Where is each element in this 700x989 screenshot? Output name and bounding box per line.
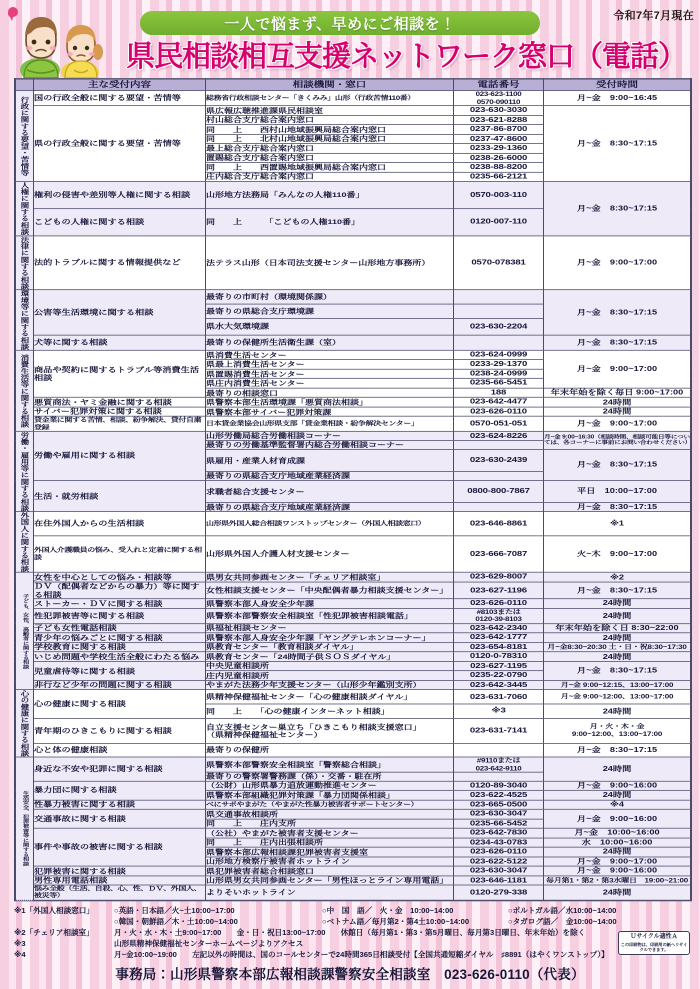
- phone-number-cell[interactable]: 0120-89-3040: [454, 781, 544, 790]
- phone-number-cell[interactable]: 0235-66-5452: [454, 819, 544, 828]
- table-head: [16, 79, 691, 90]
- footnote-row: [14, 905, 692, 927]
- organization-cell: 県警察本部人身安全少年課: [206, 599, 454, 608]
- table-row: [16, 290, 691, 305]
- subject-cell: 労働や雇用に関する相談: [34, 431, 206, 480]
- subject-cell: 女性を中心としての悩み・相談等: [34, 573, 206, 582]
- phone-number-cell[interactable]: 0238-24-0999: [454, 369, 544, 378]
- phone-number-cell[interactable]: 023-630-3047: [454, 809, 544, 818]
- page-header: [0, 0, 700, 78]
- organization-cell: 県最上消費生活センター: [206, 360, 454, 369]
- reception-time-cell: ※1: [544, 512, 691, 536]
- organization-cell: 最寄りの県総合支庁地域産業経済課: [206, 472, 454, 481]
- table-row: [16, 480, 691, 502]
- subject-cell: 法的トラブルに関する情報提供など: [34, 236, 206, 290]
- organization-cell: 県精神保健福祉センター「心の健康相談ダイヤル」: [206, 690, 454, 704]
- category-label-text: 子ども、女性、高齢者に関する相談: [21, 593, 29, 669]
- organization-cell: 県福祉相談センター: [206, 624, 454, 633]
- table-row: [16, 236, 691, 290]
- reception-time-cell: 24時間: [544, 652, 691, 661]
- subject-cell: 心と体の健康相談: [34, 743, 206, 757]
- phone-number-cell[interactable]: 023-642-2340: [454, 624, 544, 633]
- organization-cell: 同 上 庄内出張相談所: [206, 838, 454, 847]
- subject-cell: サイバー犯罪対策に関する相談: [34, 407, 206, 416]
- phone-number-cell[interactable]: 0233-29-1370: [454, 360, 544, 369]
- organization-cell: 山形県外国人総合相談ワンストップセンター（外国人相談窓口）: [206, 512, 454, 536]
- organization-cell: 県警察本部サイバー犯罪対策課: [206, 407, 454, 416]
- organization-cell: 最寄りの県総合支庁環境課: [206, 304, 454, 319]
- reception-time-cell: 年末年始を除く日 8:30~22:00: [544, 624, 691, 633]
- subject-cell: 貸金業に関する苦情、相談、紛争解決、貸付自粛登録: [34, 417, 206, 432]
- subject-cell: 商品や契約に関するトラブル等消費生活相談: [34, 350, 206, 397]
- recycle-mark: [618, 931, 690, 955]
- footnotes: [14, 905, 692, 960]
- footnote-body: [114, 905, 692, 927]
- organization-cell: 県広報広聴推進課県民相談室: [206, 106, 454, 115]
- col-header-time: 受付時間: [544, 79, 691, 90]
- category-label-text: 人権に関する相談: [19, 181, 30, 236]
- organization-cell: 村山総合支庁総合案内窓口: [206, 115, 454, 124]
- tagline-banner: [140, 11, 540, 35]
- reception-time-cell: 月~金 9:00~12:15、13:00~17:00: [544, 680, 691, 689]
- table-body: [16, 90, 691, 899]
- category-label: [16, 90, 34, 181]
- subject-cell: 在住外国人からの生活相談: [34, 512, 206, 536]
- footnote-key: ※4: [14, 950, 26, 959]
- category-label-text: 行政に関する要望・苦情等: [19, 96, 30, 176]
- subject-cell: 性暴力被害に関する相談: [34, 800, 206, 809]
- col-header-spacer: [16, 79, 34, 90]
- reception-time-cell: 年末年始を除く毎日 9:00~17:00: [544, 388, 691, 397]
- organization-cell: 県犯罪被害者総合相談窓口: [206, 866, 454, 875]
- subject-cell: 児童虐待等に関する相談: [34, 661, 206, 680]
- reception-time-cell: 月~金8:30~20:30 土・日・祝8:30~17:30: [544, 642, 691, 651]
- reception-time-cell: 平日 10:00~17:00: [544, 480, 691, 502]
- table-row: [16, 407, 691, 416]
- table-row: [16, 690, 691, 704]
- footnote-column: ○中 国 語／ 火・金 10:00~14:00 ○ベトナム語／毎月第2・第4土10:00~14:00: [322, 906, 470, 926]
- table-row: [16, 90, 691, 105]
- phone-number-cell[interactable]: 023-626-0110: [454, 407, 544, 416]
- phone-number-cell[interactable]: [454, 441, 544, 450]
- subject-cell: 悩み全般（生活、自殺、心、性、ＤＶ、外国人、被災等）: [34, 885, 206, 900]
- phone-number-cell[interactable]: 023-631-7060: [454, 690, 544, 704]
- organization-cell: 同 上 「こどもの人権110番」: [206, 209, 454, 236]
- category-label-text: 法律に関する相談: [19, 235, 30, 290]
- footnote-body: 月・火・水・木・土9:00~17:00 金・日・祝日13:00~17:00 休館日（毎月第1・第3・第5月曜日、毎月第3日曜日、年末年始）を除く: [114, 928, 586, 937]
- organization-cell: 山形地方法務局「みんなの人権110番」: [206, 182, 454, 209]
- phone-number-cell[interactable]: 023-626-0110: [454, 847, 544, 856]
- organization-cell: 県男女共同参画センター「チェリア相談室」: [206, 573, 454, 582]
- phone-number-cell[interactable]: 023-629-8007: [454, 573, 544, 582]
- subject-cell: 国の行政全般に関する要望・苦情等: [34, 90, 206, 105]
- organization-cell: 日本貸金業協会山形県支部「貸金業相談・紛争解決センター」: [206, 417, 454, 432]
- phone-number-cell[interactable]: 023-646-1181: [454, 876, 544, 885]
- organization-cell: べにサポやまがた（やまがた性暴力被害者サポートセンター）: [206, 800, 454, 809]
- category-label-text: 労働・雇用等に関する相談: [19, 431, 30, 512]
- category-label: [16, 182, 34, 236]
- reception-time-cell: 月~金 9:00~17:00: [544, 350, 691, 388]
- subject-cell: 心の健康に関する相談: [34, 690, 206, 719]
- subject-cell: 悪質商法・ヤミ金融に関する相談: [34, 398, 206, 407]
- organization-cell: 同 上 庄内支所: [206, 819, 454, 828]
- organization-cell: 山形県男女共同参画センター「男性ほっとライン専用電話」: [206, 876, 454, 885]
- phone-number-cell[interactable]: 023-631-7141: [454, 718, 544, 743]
- phone-number-cell[interactable]: 023-630-3047: [454, 866, 544, 875]
- table-row: [16, 398, 691, 407]
- reception-time-cell: 24時間: [544, 847, 691, 856]
- organization-cell: （公財）山形県暴力追放運動推進センター: [206, 781, 454, 790]
- reception-time-cell: 月~金 8:30~17:15: [544, 182, 691, 236]
- organization-cell: 山形地方検察庁被害者ホットライン: [206, 857, 454, 866]
- table-row: [16, 661, 691, 670]
- phone-number-cell[interactable]: 023-624-8226: [454, 431, 544, 440]
- reception-time-cell: 24時間: [544, 407, 691, 416]
- phone-number-cell[interactable]: 0234-43-0783: [454, 838, 544, 847]
- table-row: [16, 866, 691, 875]
- organization-cell: 中央児童相談所: [206, 661, 454, 670]
- footnotes-list: [14, 905, 692, 960]
- phone-number-cell[interactable]: [454, 304, 544, 319]
- organization-cell: 県水大気環境課: [206, 319, 454, 335]
- phone-number-cell[interactable]: 023-623-1100 0570-090110: [454, 90, 544, 105]
- subject-cell: 生活・就労相談: [34, 480, 206, 512]
- reception-time-cell: 月~金 9:00~17:00: [544, 236, 691, 290]
- reception-time-cell: ※4: [544, 800, 691, 809]
- phone-number-cell[interactable]: 023-666-7087: [454, 536, 544, 573]
- footnote-key: ※3: [14, 939, 26, 948]
- phone-number-cell[interactable]: 0238-88-8200: [454, 163, 544, 172]
- organization-cell: 県警察本部広報相談課犯罪被害者支援室: [206, 847, 454, 856]
- organization-cell: 置賜総合支庁総合案内窓口: [206, 153, 454, 162]
- reception-time-cell: 月~金 8:30~17:15: [544, 106, 691, 182]
- phone-number-cell[interactable]: 188: [454, 388, 544, 397]
- phone-number-cell[interactable]: 023-642-3445: [454, 680, 544, 689]
- organization-cell: 女性相談支援センター「中央配偶者暴力相談支援センター」: [206, 582, 454, 599]
- organization-cell: 県教育センター「教育相談ダイヤル」: [206, 642, 454, 651]
- subject-cell: 性犯罪被害等に関する相談: [34, 608, 206, 623]
- category-label: [16, 236, 34, 290]
- organization-cell: 県警察本部人身安全少年課「ヤングテレホンコーナー」: [206, 633, 454, 642]
- reception-time-cell: 水 10:00~16:00: [544, 838, 691, 847]
- reception-time-cell: 24時間: [544, 599, 691, 608]
- subject-cell: 身近な不安や犯罪に関する相談: [34, 757, 206, 781]
- reception-time-cell: 24時間: [544, 791, 691, 800]
- phone-number-cell[interactable]: 023-642-1777: [454, 633, 544, 642]
- phone-number-cell[interactable]: 023-627-1195: [454, 661, 544, 670]
- reception-time-cell: 24時間: [544, 633, 691, 642]
- organization-cell: 最寄りの保健所: [206, 743, 454, 757]
- phone-number-cell[interactable]: 023-624-0999: [454, 350, 544, 359]
- subject-cell: 公害等生活環境に関する相談: [34, 290, 206, 335]
- reception-time-cell: 月~金 9:00~16:00: [544, 781, 691, 790]
- table-row: [16, 743, 691, 757]
- category-label: [16, 757, 34, 900]
- category-label-text: 心の健康に関する相談: [19, 690, 30, 757]
- reception-time-cell: 月~金 8:30~17:15: [544, 335, 691, 350]
- phone-number-cell[interactable]: 0233-29-1360: [454, 144, 544, 153]
- organization-cell: 同 上 北村山地域振興局総合案内窓口: [206, 134, 454, 143]
- subject-cell: 青少年の悩みごとに関する相談: [34, 633, 206, 642]
- reception-time-cell: 月~金 9:00~16:45: [544, 90, 691, 105]
- table-row: [16, 335, 691, 350]
- phone-number-cell[interactable]: 0570-078381: [454, 236, 544, 290]
- table-row: [16, 885, 691, 900]
- subject-cell: 学校教育に関する相談: [34, 642, 206, 651]
- reception-time-cell: 月~金 9:00~16:00: [544, 866, 691, 875]
- phone-number-cell[interactable]: 0570-051-051: [454, 417, 544, 432]
- phone-number-cell[interactable]: 023-654-8181: [454, 642, 544, 651]
- subject-cell: 暴力団に関する相談: [34, 781, 206, 800]
- organization-cell: 総務省行政相談センター「きくみみ」山形（行政苦情110番）: [206, 90, 454, 105]
- footnote-row: [14, 949, 692, 960]
- phone-number-cell[interactable]: [454, 335, 544, 350]
- table-row: [16, 608, 691, 623]
- category-label: [16, 690, 34, 757]
- subject-cell: 犯罪被害に関する相談: [34, 866, 206, 875]
- phone-number-cell[interactable]: 0235-66-5451: [454, 379, 544, 388]
- organization-cell: 県置賜消費生活センター: [206, 369, 454, 378]
- phone-number-cell[interactable]: 023-642-4477: [454, 398, 544, 407]
- phone-number-cell[interactable]: 023-642-7830: [454, 828, 544, 837]
- phone-number-cell[interactable]: 0120-0-78310: [454, 652, 544, 661]
- reception-time-cell: 月~金 9:00~17:00: [544, 417, 691, 432]
- phone-number-cell[interactable]: 0237-47-8600: [454, 134, 544, 143]
- reception-time-cell: 月~金 9:00~16:30（相談時間、相談可能日等については、各コーナーに事前にお問い合わせください）: [544, 431, 691, 449]
- recycle-mark-title: Ｕサイクル適性Ａ: [630, 934, 678, 940]
- subject-cell: 事件や事故の被害に関する相談: [34, 828, 206, 866]
- phone-number-cell[interactable]: 0120-007-110: [454, 209, 544, 236]
- organization-cell: やまがた法務少年支援センター（山形少年鑑別支所）: [206, 680, 454, 689]
- table-row: [16, 781, 691, 790]
- subject-cell: 外国人介護職員の悩み、受入れと定着に関する相談: [34, 536, 206, 573]
- reception-time-cell: 月~金 9:00~17:00: [544, 857, 691, 866]
- reception-time-cell: 月~金 10:00~16:00: [544, 828, 691, 837]
- phone-number-cell[interactable]: 023-630-3030: [454, 106, 544, 115]
- organization-cell: 法テラス山形（日本司法支援センター山形地方事務所）: [206, 236, 454, 290]
- phone-number-cell[interactable]: [454, 472, 544, 481]
- organization-cell: 同 上 西村山地域振興局総合案内窓口: [206, 125, 454, 134]
- table-row: [16, 624, 691, 633]
- reception-time-cell: 火~木 9:00~17:00: [544, 536, 691, 573]
- organization-cell: 県消費生活センター: [206, 350, 454, 359]
- table-row: [16, 718, 691, 743]
- reception-time-cell: 24時間: [544, 704, 691, 718]
- organization-cell: 県交通事故相談所: [206, 809, 454, 818]
- phone-number-cell[interactable]: 023-626-0110: [454, 599, 544, 608]
- reception-time-cell: 24時間: [544, 885, 691, 900]
- organization-cell: 庄内総合支庁総合案内窓口: [206, 172, 454, 181]
- phone-number-cell[interactable]: 0120-279-338: [454, 885, 544, 900]
- table-row: [16, 573, 691, 582]
- consultation-table-wrapper: [14, 78, 692, 901]
- recycle-mark-note: この印刷物は、印刷用の紙へリサイクルできます。: [620, 941, 688, 952]
- table-row: [16, 431, 691, 440]
- organization-cell: 自立支援センター巣立ち「ひきこもり相談支援窓口」 （県精神保健福祉センター）: [206, 718, 454, 743]
- category-label-text: 環境等に関する相談: [19, 289, 30, 350]
- phone-number-cell[interactable]: 0235-22-0790: [454, 671, 544, 680]
- mascot-illustration: [2, 4, 120, 78]
- col-header-subject: 主な受付内容: [34, 79, 206, 90]
- organization-cell: 求職者総合支援センター: [206, 480, 454, 502]
- organization-cell: 庄内児童相談所: [206, 671, 454, 680]
- table-row: [16, 582, 691, 599]
- phone-number-cell[interactable]: 0235-66-2121: [454, 172, 544, 181]
- organization-cell: 県雇用・産業人材育成課: [206, 449, 454, 471]
- table-row: [16, 417, 691, 432]
- phone-number-cell[interactable]: 023-622-5122: [454, 857, 544, 866]
- phone-number-cell[interactable]: [454, 772, 544, 781]
- phone-number-cell[interactable]: 0570-003-110: [454, 182, 544, 209]
- phone-number-cell[interactable]: [454, 743, 544, 757]
- phone-number-cell[interactable]: 023-622-4525: [454, 791, 544, 800]
- organization-cell: 同 上 「心の健康インターネット相談」: [206, 704, 454, 718]
- reception-time-cell: 月~金 9:00~12:00、13:00~17:00: [544, 690, 691, 704]
- reception-time-cell: 月・火・木・金 9:00~12:00、13:00~17:00: [544, 718, 691, 743]
- subject-cell: こどもの人権に関する相談: [34, 209, 206, 236]
- tagline-text: 一人で悩まず、早めにご相談を！: [224, 15, 456, 33]
- subject-cell: 子ども女性電話相談: [34, 624, 206, 633]
- subject-cell: 交通事故に関する相談: [34, 809, 206, 828]
- organization-cell: 県庄内消費生活センター: [206, 379, 454, 388]
- category-label: [16, 512, 34, 573]
- category-label: [16, 431, 34, 512]
- phone-number-cell[interactable]: #9110または 023-642-9110: [454, 757, 544, 772]
- reception-time-cell: 月~金 8:30~17:15: [544, 290, 691, 335]
- subject-cell: 権利の侵害や差別等人権に関する相談: [34, 182, 206, 209]
- table-row: [16, 652, 691, 661]
- table-row: [16, 828, 691, 837]
- reception-time-cell: 月~金 8:30~17:15: [544, 582, 691, 599]
- col-header-org: 相談機関・窓口: [206, 79, 454, 90]
- phone-number-cell[interactable]: 023-630-2204: [454, 319, 544, 335]
- organization-cell: 最寄りの労働基準監督署内総合労働相談コーナー: [206, 441, 454, 450]
- phone-number-cell[interactable]: 023-665-0500: [454, 800, 544, 809]
- reception-time-cell: 月~金 9:00~16:00: [544, 809, 691, 828]
- reception-time-cell: 毎月第1・第2・第3水曜日 19:00~21:00: [544, 876, 691, 885]
- table-row: [16, 536, 691, 573]
- organization-cell: 山形県外国人介護人材支援センター: [206, 536, 454, 573]
- page-title: [118, 34, 694, 74]
- organization-cell: 県教育センター「24時間子供ＳＯＳダイヤル」: [206, 652, 454, 661]
- phone-number-cell[interactable]: 0238-26-6000: [454, 153, 544, 162]
- organization-cell: 最寄りの県総合支庁地域産業経済課: [206, 503, 454, 512]
- table-row: [16, 182, 691, 209]
- reception-time-cell: 月~金 8:30~17:15: [544, 743, 691, 757]
- date-notice: 令和7年7月現在: [613, 10, 694, 22]
- phone-number-cell[interactable]: #8103または 0120-39-8103: [454, 608, 544, 623]
- table-row: [16, 106, 691, 115]
- table-row: [16, 757, 691, 772]
- footnote-body: 月~金10:00~19:00 左記以外の時間は、国のコールセンターで24時間365日相談受付【全国共通短縮ダイヤル ♯8891（はやくワンストップ）】: [114, 950, 609, 959]
- phone-number-cell[interactable]: 023-627-1196: [454, 582, 544, 599]
- table-row: [16, 809, 691, 818]
- subject-cell: 犬等に関する相談: [34, 335, 206, 350]
- table-row: [16, 680, 691, 689]
- category-label: [16, 573, 34, 690]
- organization-cell: 県警察本部警察安全相談室「性犯罪被害相談電話」: [206, 608, 454, 623]
- organization-cell: 最寄りの保健所生活衛生課（室）: [206, 335, 454, 350]
- phone-number-cell[interactable]: ※3: [454, 704, 544, 718]
- footnote-column: ○英語・日本語／火~土10:00~17:00 ○韓国・朝鮮語／木・土10:00~14:00: [114, 906, 238, 926]
- table-row: [16, 599, 691, 608]
- organization-cell: 最寄りの市町村（環境関係課）: [206, 290, 454, 305]
- reception-time-cell: 月~金 8:30~17:15: [544, 661, 691, 680]
- category-label-text: 外国人に関する相談: [19, 512, 30, 573]
- phone-number-cell[interactable]: 023-630-2439: [454, 449, 544, 471]
- table-header-row: [16, 79, 691, 90]
- col-header-tel: 電話番号: [454, 79, 544, 90]
- secretariat-footer: 事務局：山形県警察本部広報相談課警察安全相談室 023-626-0110（代表）: [115, 967, 585, 982]
- phone-number-cell[interactable]: 0800-800-7867: [454, 480, 544, 502]
- reception-time-cell: 24時間: [544, 757, 691, 781]
- phone-number-cell[interactable]: [454, 290, 544, 305]
- organization-cell: 県警察本部組織犯罪対策課「暴力団関係相談」: [206, 791, 454, 800]
- consultation-table: [15, 79, 691, 900]
- phone-number-cell[interactable]: [454, 503, 544, 512]
- organization-cell: 最寄りの相談窓口: [206, 388, 454, 397]
- page-title-text: 県民相談相互支援ネットワーク窓口（電話）: [125, 40, 686, 73]
- subject-cell: 青年期のひきこもりに関する相談: [34, 718, 206, 743]
- organization-cell: 県警察本部警察安全相談室「警察総合相談」: [206, 757, 454, 772]
- organization-cell: 山形労働局総合労働相談コーナー: [206, 431, 454, 440]
- organization-cell: 県警察本部生活環境課「悪質商法相談」: [206, 398, 454, 407]
- reception-time-cell: 24時間: [544, 608, 691, 623]
- subject-cell: ＤＶ（配偶者などからの暴力）等に関する相談: [34, 582, 206, 599]
- organization-cell: よりそいホットライン: [206, 885, 454, 900]
- footnote-row: [14, 927, 692, 938]
- phone-number-cell[interactable]: 023-646-8861: [454, 512, 544, 536]
- footnote-key: ※2「チェリア相談室」: [14, 928, 94, 937]
- subject-cell: 非行など少年の問題に関する相談: [34, 680, 206, 689]
- phone-number-cell[interactable]: 023-621-8288: [454, 115, 544, 124]
- subject-cell: いじめ問題や学校生活全般にわたる悩み: [34, 652, 206, 661]
- footnote-row: [14, 938, 692, 949]
- category-label: [16, 350, 34, 431]
- table-row: [16, 633, 691, 642]
- subject-cell: 県の行政全般に関する要望・苦情等: [34, 106, 206, 182]
- table-row: [16, 800, 691, 809]
- organization-cell: 同 上 西置賜地域振興局総合案内窓口: [206, 163, 454, 172]
- organization-cell: 最寄りの警察署警務課（係）・交番・駐在所: [206, 772, 454, 781]
- table-row: [16, 350, 691, 359]
- organization-cell: 最上総合支庁総合案内窓口: [206, 144, 454, 153]
- table-row: [16, 876, 691, 885]
- organization-cell: （公社）やまがた被害者支援センター: [206, 828, 454, 837]
- phone-number-cell[interactable]: 0237-86-8700: [454, 125, 544, 134]
- footnote-body: 山形県精神保健福祉センターホームページよりアクセス: [114, 939, 304, 948]
- category-label-text: 消費生活等に関する相談: [19, 354, 30, 428]
- category-label: [16, 290, 34, 351]
- reception-time-cell: 月~金 8:30~17:15: [544, 449, 691, 480]
- subject-cell: ストーカー・ＤＶに関する相談: [34, 599, 206, 608]
- table-row: [16, 642, 691, 651]
- subject-cell: 男性専用電話相談: [34, 876, 206, 885]
- category-label-text: 生活安全、犯罪被害等に関する相談: [21, 790, 29, 867]
- reception-time-cell: ※2: [544, 573, 691, 582]
- reception-time-cell: 24時間: [544, 398, 691, 407]
- table-row: [16, 512, 691, 536]
- reception-time-cell: 月~金 8:30~17:15: [544, 503, 691, 512]
- footnote-column: ○ポルトガル語／水10:00~14:00 ○タガログ語／ 金10:00~14:00: [508, 906, 617, 926]
- footnote-key: ※1「外国人相談窓口」: [14, 906, 94, 915]
